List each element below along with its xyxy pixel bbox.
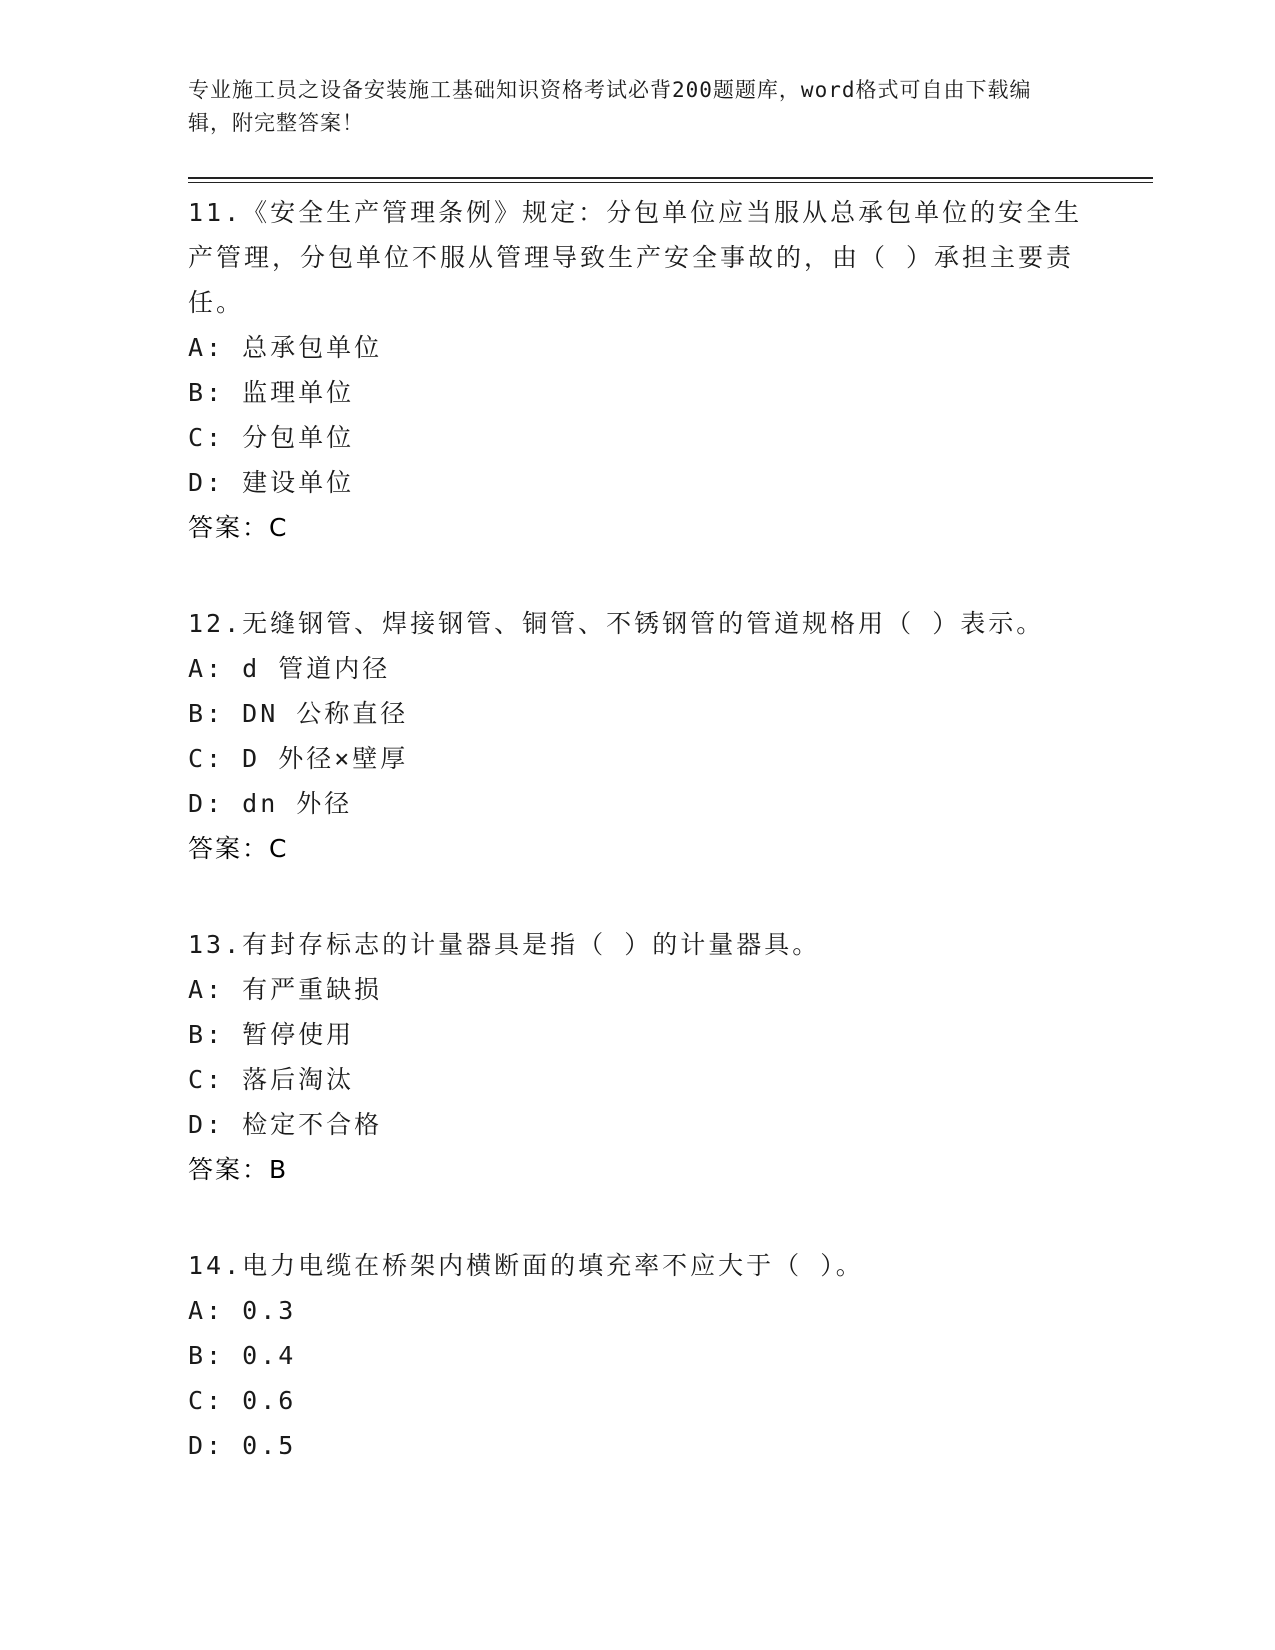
question-stem: 14.电力电缆在桥架内横断面的填充率不应大于（ ）。 (188, 1251, 864, 1280)
option-a: A: 有严重缺损 (188, 975, 383, 1004)
option-b: B: 监理单位 (188, 378, 355, 407)
question-13 (188, 922, 1088, 1193)
option-b: B: 0.4 (188, 1341, 297, 1370)
question-list (188, 190, 1088, 1518)
option-c: C: D 外径×壁厚 (188, 744, 409, 773)
option-b: B: DN 公称直径 (188, 699, 409, 728)
question-12 (188, 601, 1088, 872)
option-b: B: 暂停使用 (188, 1020, 355, 1049)
option-d: D: dn 外径 (188, 789, 353, 818)
option-c: C: 0.6 (188, 1386, 297, 1415)
question-stem: 11.《安全生产管理条例》规定：分包单位应当服从总承包单位的安全生产管理，分包单位不服从管理导致生产安全事故的，由（ ）承担主要责任。 (188, 198, 1083, 317)
question-stem: 12.无缝钢管、焊接钢管、铜管、不锈钢管的管道规格用（ ）表示。 (188, 609, 1045, 638)
option-d: D: 0.5 (188, 1431, 297, 1460)
answer-label: 答案：C (188, 513, 289, 542)
option-c: C: 落后淘汰 (188, 1065, 355, 1094)
document-header: 专业施工员之设备安装施工基础知识资格考试必背200题题库，word格式可自由下载编辑，附完整答案！ (188, 78, 1032, 135)
question-11 (188, 190, 1088, 551)
option-a: A: d 管道内径 (188, 654, 391, 683)
option-a: A: 总承包单位 (188, 333, 383, 362)
answer-label: 答案：C (188, 834, 289, 863)
option-d: D: 建设单位 (188, 468, 355, 497)
header-rule-thick (188, 177, 1153, 179)
option-c: C: 分包单位 (188, 423, 355, 452)
answer-label: 答案：B (188, 1155, 289, 1184)
question-stem: 13.有封存标志的计量器具是指（ ）的计量器具。 (188, 930, 821, 959)
header-rule-thin (188, 182, 1153, 183)
option-d: D: 检定不合格 (188, 1110, 383, 1139)
option-a: A: 0.3 (188, 1296, 297, 1325)
question-14 (188, 1243, 1088, 1468)
